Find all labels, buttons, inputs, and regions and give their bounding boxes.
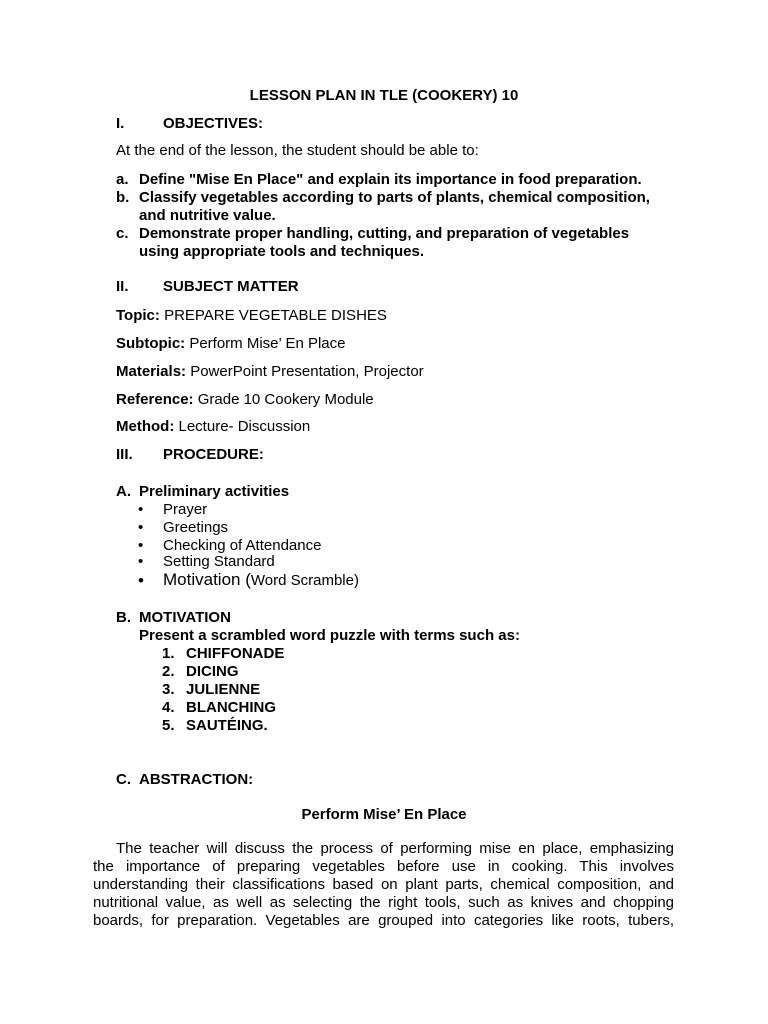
bullet-item: Checking of Attendance [163,537,322,554]
list-number: 4. [162,699,175,716]
field-label: Method: [116,418,175,435]
bullet-item: Greetings [163,519,229,536]
field-label: Materials: [116,363,187,380]
bullet-icon: • [138,553,144,570]
paragraph-line: boards, for preparation. Vegetables are grouped into categories like roots, tubers, [93,912,674,929]
section-heading-procedure: PROCEDURE: [163,446,264,463]
objective-text: Demonstrate proper handling, cutting, and preparation of vegetables [139,225,630,242]
section-heading-subject-matter: SUBJECT MATTER [163,278,299,295]
objective-letter: b. [116,189,130,206]
abstraction-paragraph [93,840,674,930]
subsection-heading-preliminary: Preliminary activities [139,483,290,500]
scramble-term: CHIFFONADE [186,645,285,662]
field-label: Reference: [116,391,194,408]
section-number: II. [116,278,129,295]
paragraph-line: the importance of preparing vegetables before use in cooking. This involves [93,858,674,875]
subsection-heading-abstraction: ABSTRACTION: [139,771,254,788]
list-number: 1. [162,645,175,662]
objective-letter: c. [116,225,129,242]
objectives-intro: At the end of the lesson, the student should be able to: [116,142,479,159]
objective-text: Classify vegetables according to parts of plants, chemical composition, [139,189,650,206]
bullet-item: Setting Standard [163,553,275,570]
paragraph-line: nutritional value, as well as selecting the right tools, such as knives and chopping [93,894,674,911]
scramble-term: BLANCHING [186,699,276,716]
bullet-icon: • [138,537,144,554]
objective-letter: a. [116,171,129,188]
bullet-icon: • [138,519,144,536]
subject-row-subtopic [116,335,346,353]
scramble-term: SAUTÉING. [186,717,268,734]
objective-text-cont: and nutritive value. [139,207,276,224]
paragraph-line: understanding their classifications based on plant parts, chemical composition, and [93,876,674,893]
bullet-icon: • [138,571,144,590]
field-value: PREPARE VEGETABLE DISHES [164,307,387,324]
field-label: Subtopic: [116,335,186,352]
field-value: PowerPoint Presentation, Projector [190,363,424,380]
subject-row-materials [116,363,424,381]
scramble-term: JULIENNE [186,681,261,698]
bullet-item: Prayer [163,501,208,518]
field-value: Grade 10 Cookery Module [197,391,374,408]
bullet-item-rest: Word Scramble) [250,572,359,589]
list-number: 2. [162,663,175,680]
subsection-letter: C. [116,771,131,788]
section-number: I. [116,115,125,132]
subsection-letter: A. [116,483,131,500]
section-number: III. [116,446,133,463]
subsection-heading-motivation: MOTIVATION [139,609,231,626]
bullet-item-main: Motivation ( [163,570,251,589]
page-title: LESSON PLAN IN TLE (COOKERY) 10 [249,87,519,104]
bullet-icon: • [138,501,144,518]
field-value: Perform Mise’ En Place [189,335,346,352]
field-label: Topic: [116,307,160,324]
motivation-instruction: Present a scrambled word puzzle with terms such as: [139,627,520,644]
subject-row-method [116,418,310,436]
objective-text: Define "Mise En Place" and explain its importance in food preparation. [139,171,642,188]
subsection-letter: B. [116,609,131,626]
abstraction-subtitle: Perform Mise’ En Place [301,806,467,823]
list-number: 3. [162,681,175,698]
bullet-item-motivation [163,571,359,590]
scramble-term: DICING [186,663,239,680]
objective-text-cont: using appropriate tools and techniques. [139,243,425,260]
field-value: Lecture- Discussion [178,418,311,435]
subject-row-reference [116,391,374,409]
subject-row-topic [116,307,387,325]
list-number: 5. [162,717,175,734]
paragraph-line: The teacher will discuss the process of performing mise en place, emphasizing [116,840,674,857]
section-heading-objectives: OBJECTIVES: [163,115,264,132]
